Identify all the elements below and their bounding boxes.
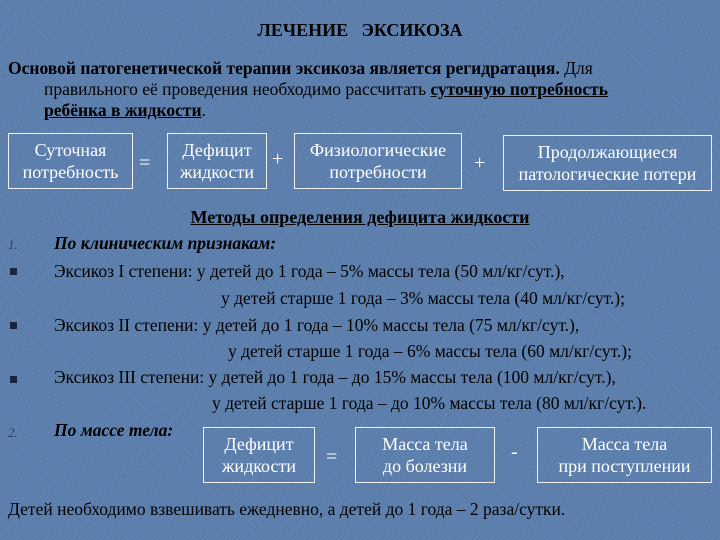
list-number-1: 1. [8, 237, 18, 252]
intro-underlined-2: ребёнка в жидкости [44, 100, 202, 120]
fluid-deficit-box-2 [203, 427, 315, 483]
equals-sign: = [326, 446, 338, 468]
list-line: у детей старше 1 года – 3% массы тела (40 мл/кг/сут.); [221, 288, 625, 308]
bullet-square-icon [10, 268, 17, 275]
minus-sign: - [511, 441, 518, 463]
box-label-line: Продолжающиеся [537, 142, 678, 162]
bullet-square-icon [10, 322, 17, 329]
daily-need-box [8, 133, 133, 189]
box-label-line: потребность [22, 162, 119, 182]
slide-title: ЛЕЧЕНИЕ ЭКСИКОЗА [257, 20, 463, 40]
intro-rest: Для [559, 58, 593, 78]
box-label-line: Суточная [34, 140, 107, 160]
physiological-needs-box [294, 133, 462, 189]
box-label-line: потребности [329, 162, 427, 182]
list-line: у детей старше 1 года – 6% массы тела (60 мл/кг/сут.); [228, 341, 632, 361]
plus-sign: + [474, 152, 486, 174]
intro-bold-lead: Основой патогенетической терапии эксикоза является регидратация. [8, 58, 560, 78]
box-label-line: Дефицит [182, 140, 252, 160]
list-item-clinical: По клиническим признакам: [54, 233, 277, 253]
equals-sign: = [139, 152, 151, 174]
box-label-line: Масса тела [382, 434, 468, 454]
list-line: Эксикоз III степени: у детей до 1 года – до 15% массы тела (100 мл/кг/сут.), [54, 367, 616, 387]
intro-end: . [201, 100, 206, 120]
list-item-weight: По массе тела: [54, 420, 174, 440]
box-label-line: жидкости [180, 162, 254, 182]
box-label-line: жидкости [222, 456, 296, 476]
bullet-square-icon [10, 376, 17, 383]
box-label-line: Масса тела [581, 434, 668, 454]
intro-line2: правильного её проведения необходимо рассчитать [44, 79, 431, 99]
box-label-line: Дефицит [224, 434, 294, 454]
methods-heading: Методы определения дефицита жидкости [190, 207, 530, 227]
list-line: у детей старше 1 года – до 10% массы тела (80 мл/кг/сут.). [212, 393, 647, 413]
fluid-deficit-box [167, 133, 267, 189]
list-number-2: 2. [8, 425, 18, 440]
box-label-line: патологические потери [518, 164, 697, 184]
weight-before-illness-box [355, 427, 495, 483]
ongoing-losses-box [503, 135, 712, 191]
list-line: Эксикоз I степени: у детей до 1 года – 5% массы тела (50 мл/кг/сут.), [54, 261, 565, 281]
plus-sign: + [272, 148, 284, 170]
box-label-line: при поступлении [558, 456, 691, 476]
intro-underlined-1: суточную потребность [430, 79, 608, 99]
box-label-line: Физиологические [309, 140, 447, 160]
intro-paragraph [8, 58, 714, 121]
weight-on-admission-box [537, 427, 712, 483]
footer-note: Детей необходимо взвешивать ежедневно, а детей до 1 года – 2 раза/сутки. [8, 499, 566, 519]
list-line: Эксикоз II степени: у детей до 1 года – 10% массы тела (75 мл/кг/сут.), [54, 315, 580, 335]
box-label-line: до болезни [382, 456, 468, 476]
